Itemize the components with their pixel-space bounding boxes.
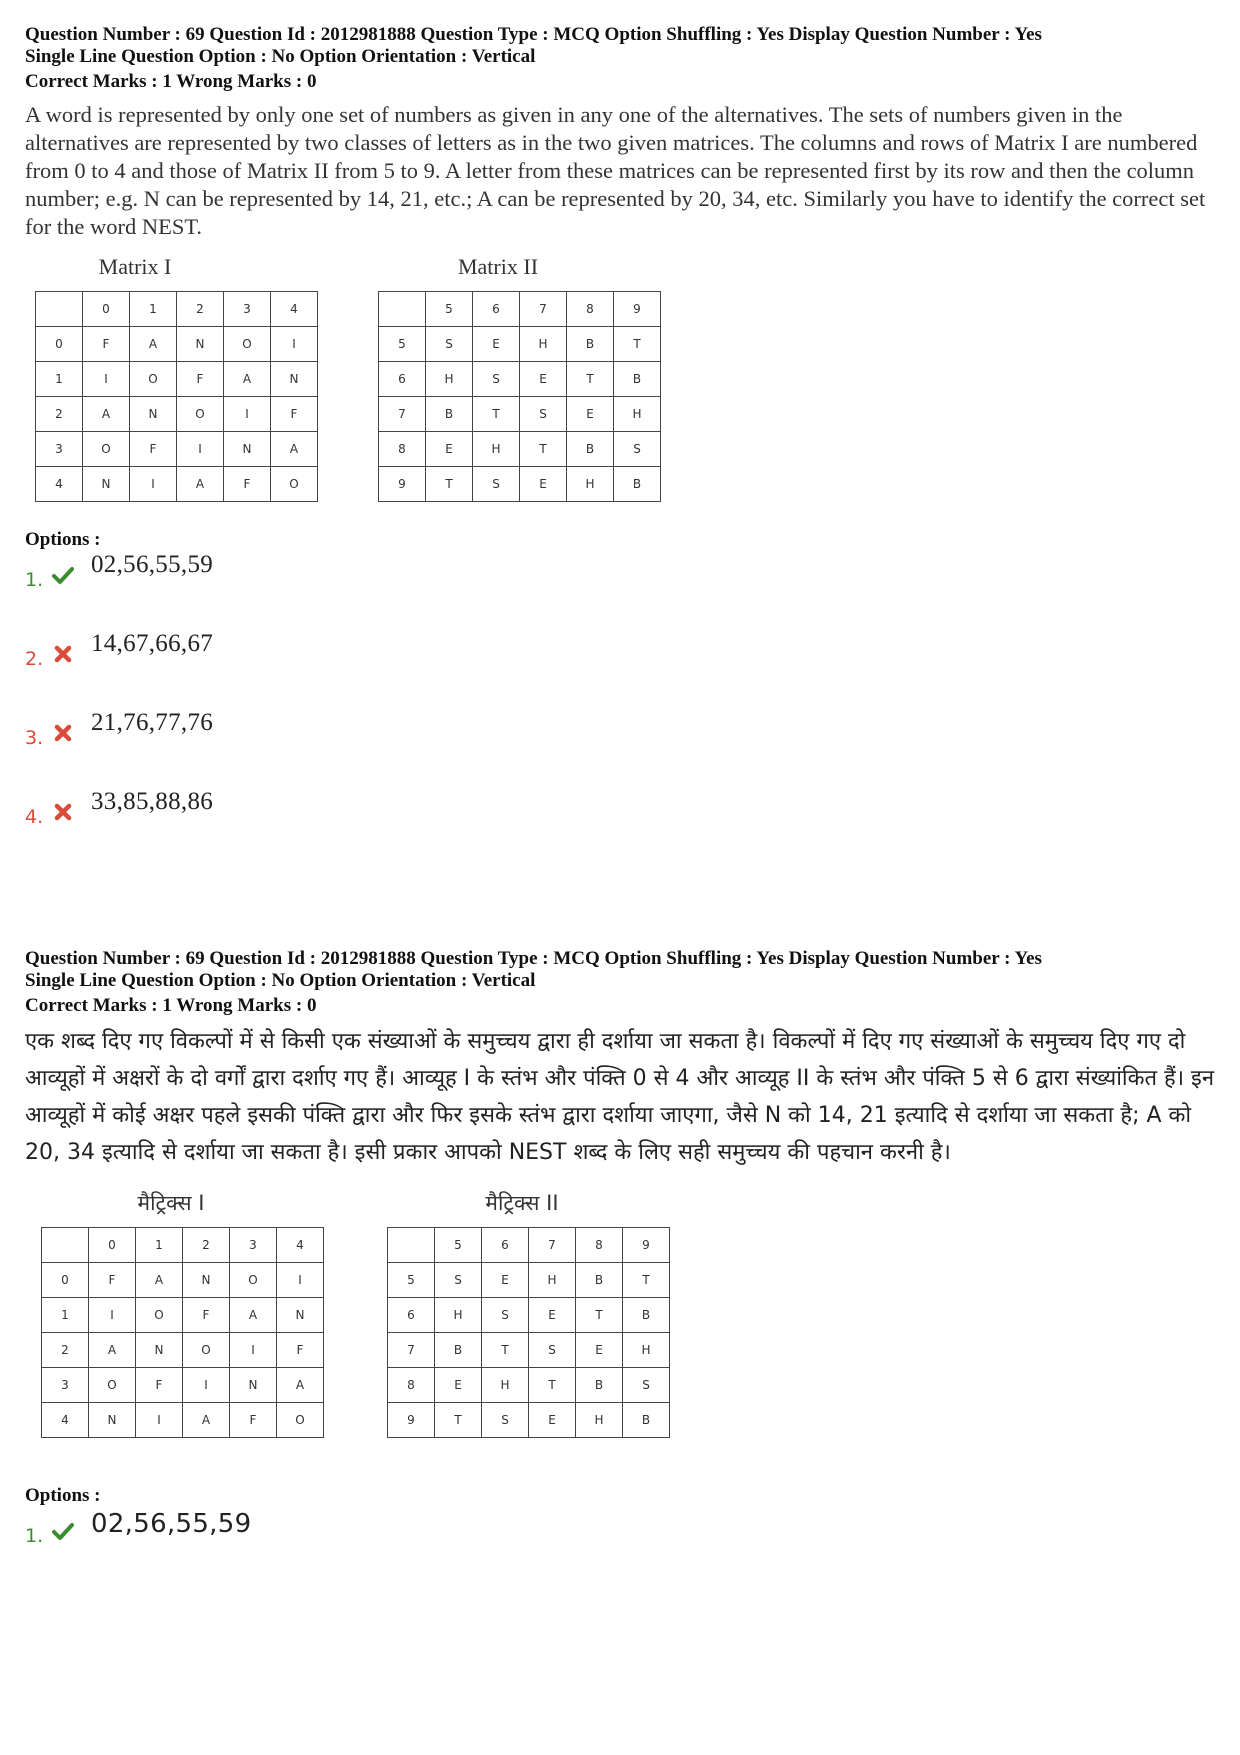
- matrix-2-title: Matrix II: [457, 254, 539, 279]
- matrix-cell: S: [623, 1368, 670, 1403]
- matrix-row-header: 5: [379, 327, 426, 362]
- matrix-2: [387, 1187, 670, 1438]
- matrix-row: [36, 327, 318, 362]
- matrix-cell: O: [224, 327, 271, 362]
- matrix-column-header: [388, 1228, 435, 1263]
- matrix-cell: N: [224, 432, 271, 467]
- matrix-cell: E: [482, 1263, 529, 1298]
- matrix-cell: H: [426, 362, 473, 397]
- matrix-cell: H: [520, 327, 567, 362]
- matrix-cell: S: [435, 1263, 482, 1298]
- option-number: 3.: [25, 727, 44, 749]
- option-item[interactable]: [25, 630, 1225, 709]
- matrix-column-header: 9: [614, 292, 661, 327]
- matrix-column-header: 8: [576, 1228, 623, 1263]
- matrix-row: [36, 397, 318, 432]
- option-value: 33,85,88,86: [91, 788, 214, 815]
- matrix-cell: E: [435, 1368, 482, 1403]
- question-section-hindi: [25, 948, 1225, 1586]
- options-label: Options :: [25, 529, 101, 550]
- matrix-cell: H: [623, 1333, 670, 1368]
- meta-line-2: Single Line Question Option : No Option Orientation : Vertical: [25, 970, 536, 991]
- matrix-cell: N: [277, 1298, 324, 1333]
- matrix-cell: E: [567, 397, 614, 432]
- matrix-cell: E: [576, 1333, 623, 1368]
- matrix-row: [388, 1263, 670, 1298]
- matrix-cell: N: [136, 1333, 183, 1368]
- matrix-cell: B: [426, 397, 473, 432]
- matrix-row: [388, 1403, 670, 1438]
- cross-icon: [51, 800, 75, 824]
- matrix-1-title: मैट्रिक्स I: [137, 1191, 205, 1215]
- matrix-row: [42, 1298, 324, 1333]
- matrix-row-header: 2: [36, 397, 83, 432]
- matrix-row: [379, 397, 661, 432]
- matrix-cell: F: [277, 1333, 324, 1368]
- matrix-column-header: 1: [136, 1228, 183, 1263]
- matrix-row-header: 6: [388, 1298, 435, 1333]
- matrix-row-header: 1: [36, 362, 83, 397]
- matrix-cell: A: [136, 1263, 183, 1298]
- matrix-cell: F: [83, 327, 130, 362]
- matrix-row-header: 7: [388, 1333, 435, 1368]
- matrix-cell: A: [277, 1368, 324, 1403]
- matrix-row: [42, 1263, 324, 1298]
- matrix-row: [36, 467, 318, 502]
- marks-line: Correct Marks : 1 Wrong Marks : 0: [25, 71, 317, 92]
- matrix-cell: T: [623, 1263, 670, 1298]
- matrix-cell: A: [224, 362, 271, 397]
- matrix-column-header: [42, 1228, 89, 1263]
- matrix-cell: S: [529, 1333, 576, 1368]
- matrix-cell: B: [567, 327, 614, 362]
- matrix-cell: S: [473, 362, 520, 397]
- matrix-row: [42, 1368, 324, 1403]
- matrix-column-header: [36, 292, 83, 327]
- matrix-column-header: 5: [426, 292, 473, 327]
- matrix-cell: N: [183, 1263, 230, 1298]
- matrix-cell: E: [520, 467, 567, 502]
- matrix-cell: T: [529, 1368, 576, 1403]
- matrix-row-header: 4: [42, 1403, 89, 1438]
- matrix-row: [42, 1403, 324, 1438]
- matrix-cell: O: [177, 397, 224, 432]
- matrix-row: [42, 1333, 324, 1368]
- question-text: A word is represented by only one set of numbers as given in any one of the alternatives. The sets of numbers given in the alternatives are represented by two classes of letters as in the two given matrices. The columns and rows of Matrix I are numbered from 0 to 4 and those of Matrix II from 5 to 9. A letter from these matrices can be represented first by its row and then the column number; e.g. N can be represented by 14, 21, etc.; A can be represented by 20, 34, etc. Similarly you have to identify the correct set for the word NEST.: [25, 102, 1206, 239]
- matrix-cell: A: [83, 397, 130, 432]
- matrix-cell: I: [224, 397, 271, 432]
- meta-line-1: Question Number : 69 Question Id : 2012981888 Question Type : MCQ Option Shuffling : Yes Display Question Number : Yes: [25, 24, 1042, 45]
- marks-line: Correct Marks : 1 Wrong Marks : 0: [25, 995, 317, 1016]
- matrix-cell: F: [177, 362, 224, 397]
- matrix-row-header: 3: [36, 432, 83, 467]
- matrices: [25, 251, 1225, 521]
- matrix-cell: E: [529, 1298, 576, 1333]
- matrix-row-header: 9: [379, 467, 426, 502]
- matrix-1-table: [41, 1227, 324, 1438]
- matrix-column-header: 0: [83, 292, 130, 327]
- matrix-row: [379, 362, 661, 397]
- matrix-row-header: 6: [379, 362, 426, 397]
- matrix-column-header: 5: [435, 1228, 482, 1263]
- meta-line-2: Single Line Question Option : No Option Orientation : Vertical: [25, 46, 536, 67]
- check-icon: [51, 1519, 75, 1543]
- matrix-column-header: 8: [567, 292, 614, 327]
- options-list: [25, 1507, 1225, 1586]
- options-label: Options :: [25, 1485, 101, 1506]
- matrix-row: [379, 432, 661, 467]
- matrix-column-header: 2: [177, 292, 224, 327]
- matrix-row: [379, 327, 661, 362]
- matrix-cell: B: [576, 1263, 623, 1298]
- matrix-row-header: 8: [388, 1368, 435, 1403]
- matrix-cell: I: [277, 1263, 324, 1298]
- matrix-row-header: 5: [388, 1263, 435, 1298]
- matrix-cell: E: [529, 1403, 576, 1438]
- matrix-cell: B: [614, 362, 661, 397]
- matrix-cell: E: [426, 432, 473, 467]
- matrix-cell: H: [529, 1263, 576, 1298]
- matrix-row-header: 0: [36, 327, 83, 362]
- matrix-cell: F: [224, 467, 271, 502]
- matrix-cell: N: [130, 397, 177, 432]
- matrix-cell: O: [271, 467, 318, 502]
- option-number: 4.: [25, 806, 44, 828]
- matrix-column-header: 4: [277, 1228, 324, 1263]
- matrix-cell: E: [473, 327, 520, 362]
- check-icon: [51, 563, 75, 587]
- option-value: 14,67,66,67: [91, 630, 214, 657]
- matrix-cell: I: [230, 1333, 277, 1368]
- option-item[interactable]: [25, 709, 1225, 788]
- option-value: 21,76,77,76: [91, 709, 214, 736]
- matrix-column-header: 6: [482, 1228, 529, 1263]
- option-number: 1.: [25, 1525, 44, 1547]
- matrix-cell: B: [614, 467, 661, 502]
- matrix-cell: T: [614, 327, 661, 362]
- matrix-cell: I: [130, 467, 177, 502]
- matrix-cell: A: [130, 327, 177, 362]
- matrix-row-header: 1: [42, 1298, 89, 1333]
- matrix-cell: T: [567, 362, 614, 397]
- matrices: [25, 1187, 1225, 1457]
- matrix-cell: O: [277, 1403, 324, 1438]
- matrix-row-header: 7: [379, 397, 426, 432]
- matrix-row: [388, 1368, 670, 1403]
- matrix-cell: I: [136, 1403, 183, 1438]
- matrix-2: [378, 251, 661, 502]
- matrix-cell: B: [576, 1368, 623, 1403]
- option-number: 1.: [25, 569, 44, 591]
- matrix-cell: F: [130, 432, 177, 467]
- option-value: 02,56,55,59: [91, 1509, 252, 1539]
- matrix-cell: S: [520, 397, 567, 432]
- matrix-row: [388, 1298, 670, 1333]
- matrix-row-header: 3: [42, 1368, 89, 1403]
- matrix-cell: A: [271, 432, 318, 467]
- matrix-cell: B: [623, 1403, 670, 1438]
- matrix-cell: H: [614, 397, 661, 432]
- matrix-cell: O: [130, 362, 177, 397]
- matrix-row-header: 9: [388, 1403, 435, 1438]
- option-item[interactable]: [25, 1507, 1225, 1586]
- matrix-1-title: Matrix I: [98, 254, 172, 279]
- matrix-column-header: 0: [89, 1228, 136, 1263]
- matrix-cell: H: [435, 1298, 482, 1333]
- cross-icon: [51, 721, 75, 745]
- matrix-row: [36, 432, 318, 467]
- matrix-column-header: 3: [224, 292, 271, 327]
- matrix-row-header: 4: [36, 467, 83, 502]
- matrix-cell: O: [89, 1368, 136, 1403]
- matrix-2-table: [378, 291, 661, 502]
- option-item[interactable]: [25, 551, 1225, 630]
- question-meta: [25, 948, 1225, 1017]
- matrix-cell: S: [614, 432, 661, 467]
- matrix-row-header: 2: [42, 1333, 89, 1368]
- matrix-1: [35, 251, 318, 502]
- matrix-cell: H: [567, 467, 614, 502]
- question-text: एक शब्द दिए गए विकल्पों में से किसी एक संख्याओं के समुच्चय द्वारा ही दर्शाया जा सकता है। विकल्पों में दिए गए संख्याओं के समुच्चय दिए गए दो आव्यूहों में अक्षरों के दो वर्गों द्वारा दर्शाए गए हैं। आव्यूह I के स्तंभ और पंक्ति 0 से 4 और आव्यूह II के स्तंभ और पंक्ति 5 से 6 द्वारा संख्यांकित हैं। इन आव्यूहों में कोई अक्षर पहले इसकी पंक्ति द्वारा और फिर इसके स्तंभ द्वारा दर्शाया जाएगा, जैसे N को 14, 21 इत्यादि से दर्शाया जा सकता है; A को 20, 34 इत्यादि से दर्शाया जा सकता है। इसी प्रकार आपको NEST शब्द के लिए सही समुच्चय की पहचान करनी है।: [25, 1029, 1215, 1165]
- matrix-cell: T: [473, 397, 520, 432]
- matrix-column-header: 1: [130, 292, 177, 327]
- matrix-row: [379, 467, 661, 502]
- matrix-cell: B: [435, 1333, 482, 1368]
- matrix-cell: E: [520, 362, 567, 397]
- matrix-cell: I: [183, 1368, 230, 1403]
- matrix-cell: I: [83, 362, 130, 397]
- matrix-cell: A: [183, 1403, 230, 1438]
- matrix-cell: H: [482, 1368, 529, 1403]
- matrix-cell: F: [183, 1298, 230, 1333]
- matrix-cell: O: [183, 1333, 230, 1368]
- matrix-cell: F: [230, 1403, 277, 1438]
- matrix-row: [388, 1333, 670, 1368]
- matrix-1: [41, 1187, 324, 1438]
- matrix-header-row: [379, 292, 661, 327]
- matrix-1-table: [35, 291, 318, 502]
- matrix-column-header: [379, 292, 426, 327]
- matrix-cell: N: [177, 327, 224, 362]
- matrix-cell: H: [576, 1403, 623, 1438]
- matrix-cell: F: [136, 1368, 183, 1403]
- matrix-column-header: 6: [473, 292, 520, 327]
- option-item[interactable]: [25, 788, 1225, 867]
- matrix-cell: B: [623, 1298, 670, 1333]
- meta-line-1: Question Number : 69 Question Id : 2012981888 Question Type : MCQ Option Shuffling : Yes Display Question Number : Yes: [25, 948, 1042, 969]
- matrix-cell: I: [271, 327, 318, 362]
- matrix-cell: S: [482, 1298, 529, 1333]
- matrix-column-header: 3: [230, 1228, 277, 1263]
- matrix-column-header: 7: [520, 292, 567, 327]
- matrix-cell: N: [83, 467, 130, 502]
- matrix-cell: S: [473, 467, 520, 502]
- matrix-header-row: [388, 1228, 670, 1263]
- matrix-cell: F: [271, 397, 318, 432]
- option-value: 02,56,55,59: [91, 551, 214, 578]
- matrix-2-title: मैट्रिक्स II: [485, 1191, 559, 1215]
- matrix-column-header: 9: [623, 1228, 670, 1263]
- cross-icon: [51, 642, 75, 666]
- matrix-cell: T: [435, 1403, 482, 1438]
- matrix-cell: H: [473, 432, 520, 467]
- matrix-column-header: 4: [271, 292, 318, 327]
- matrix-cell: I: [177, 432, 224, 467]
- matrix-2-table: [387, 1227, 670, 1438]
- options-list: [25, 551, 1225, 867]
- matrix-header-row: [42, 1228, 324, 1263]
- matrix-cell: N: [89, 1403, 136, 1438]
- matrix-column-header: 2: [183, 1228, 230, 1263]
- matrix-cell: N: [230, 1368, 277, 1403]
- matrix-cell: S: [426, 327, 473, 362]
- matrix-cell: S: [482, 1403, 529, 1438]
- question-meta: [25, 24, 1225, 93]
- matrix-column-header: 7: [529, 1228, 576, 1263]
- matrix-cell: O: [136, 1298, 183, 1333]
- matrix-cell: T: [426, 467, 473, 502]
- matrix-cell: I: [89, 1298, 136, 1333]
- matrix-cell: O: [230, 1263, 277, 1298]
- matrix-cell: T: [576, 1298, 623, 1333]
- matrix-cell: F: [89, 1263, 136, 1298]
- option-number: 2.: [25, 648, 44, 670]
- question-section-english: [25, 24, 1225, 867]
- matrix-cell: A: [177, 467, 224, 502]
- matrix-cell: B: [567, 432, 614, 467]
- matrix-row-header: 0: [42, 1263, 89, 1298]
- matrix-cell: T: [520, 432, 567, 467]
- matrix-header-row: [36, 292, 318, 327]
- matrix-cell: T: [482, 1333, 529, 1368]
- matrix-cell: A: [230, 1298, 277, 1333]
- matrix-row: [36, 362, 318, 397]
- matrix-cell: O: [83, 432, 130, 467]
- matrix-row-header: 8: [379, 432, 426, 467]
- matrix-cell: A: [89, 1333, 136, 1368]
- matrix-cell: N: [271, 362, 318, 397]
